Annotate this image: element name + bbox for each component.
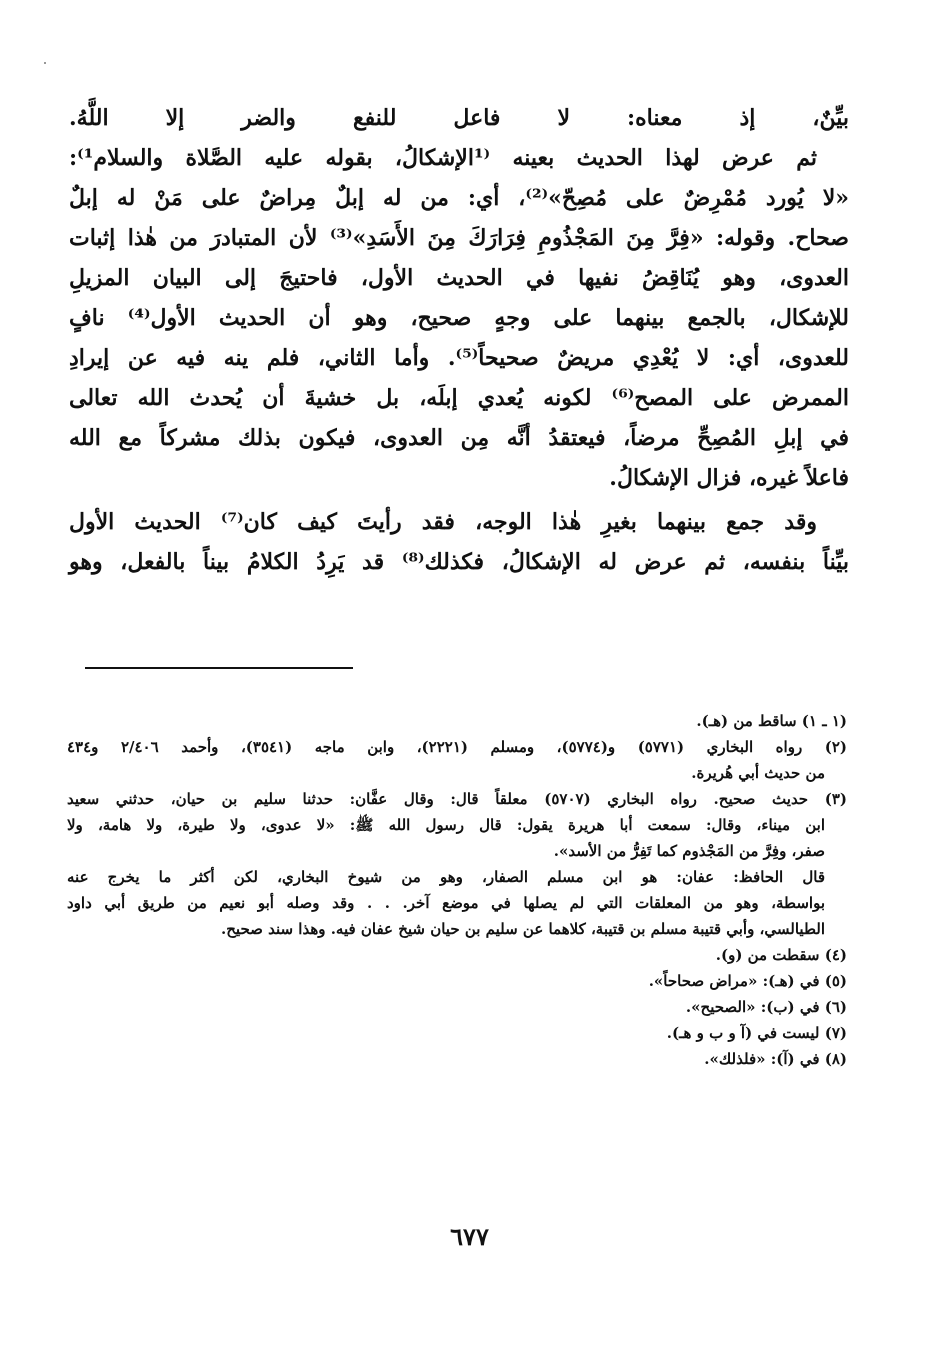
footnote-line: بواسطة، وهو من المعلقات التي لم يصلها في موضع آخر. . . وقد وصله أبو نعيم من طريق أبي داود	[67, 894, 825, 912]
text-line: للعدوى، أي: لا يُعْدِي مريضٌ صحيحاً⁽⁵⁾. وأما الثاني، فلم ينه فيه عن إيرادِ	[69, 345, 849, 371]
text-line: للإشكال، بالجمع بينهما على وجهٍ صحيح، وهو أن الحديث الأول⁽⁴⁾ نافٍ	[69, 305, 850, 331]
footnote-line: (٦) في (ب): «الصحيح».	[685, 998, 847, 1016]
footnotes	[67, 708, 847, 1072]
text-line: «لا يُورد مُمْرِضٌ على مُصِحّ»⁽²⁾، أي: من له إبلٌ مِراضٌ على مَنْ له إبلٌ	[69, 185, 849, 211]
footnote-line: قال الحافظ: عفان: هو ابن مسلم الصفار، وهو من شيوخ البخاري، لكن أكثر ما يخرج عنه	[67, 868, 825, 886]
footnote-line: (٥) في (هـ): «مراض صحاحاً».	[648, 972, 847, 990]
footnote-line: (٢) رواه البخاري (٥٧٧١) و(٥٧٧٤)، ومسلم (٢٢٢١)، وابن ماجه (٣٥٤١)، وأحمد ٢/٤٠٦ و٤٣٤	[67, 738, 847, 756]
text-line: الممرض على المصح⁽⁶⁾ لكونه يُعدي إبلَه، بل خشيةَ أن يُحدث الله تعالى	[69, 385, 849, 411]
footnote-line: (٨) في (آ): «فلذلك».	[704, 1050, 847, 1068]
text-line: وقد جمع بينهما بغيرِ هٰذا الوجه، فقد رأيتَ كيف كان⁽⁷⁾ الحديث الأول	[69, 509, 817, 535]
footnote-line: الطيالسي، وأبي قتيبة مسلم بن قتيبة، كلاهما عن سليم بن حيان شيخ عفان فيه. وهذا سند صحيح.	[221, 920, 825, 938]
footnote-line: من حديث أبي هُريرة.	[691, 764, 825, 782]
scan-speck	[44, 62, 46, 64]
main-text	[69, 98, 849, 582]
text-line: بيِّنٌ، إذ معناه: لا فاعل للنفع والضر إلا اللَّهُ.	[69, 105, 849, 131]
text-line: صحاح. وقوله: «فِرَّ مِنَ المَجْذُومِ فِرَارَكَ مِنَ الأَسَدِ»⁽³⁾ لأن المتبادرَ من هٰذا إثبات	[69, 225, 849, 251]
footnote-line: صفر، وفِرَّ من المَجْذوم كما تَفِرُّ من الأسد».	[553, 842, 825, 860]
text-line: في إبلِ المُصِحِّ مرضاً، فيعتقدُ أنَّه مِن العدوى، فيكون بذلك مشركاً مع الله	[69, 425, 849, 451]
text-line: بيِّناً بنفسه، ثم عرض له الإشكالُ، فكذلك⁽⁸⁾ قد يَرِدُ الكلامُ بيناً بالفعل، وهو	[69, 549, 850, 575]
footnote-line: (٣) حديث صحيح. رواه البخاري (٥٧٠٧) معلقاً قال: وقال عفَّان: حدثنا سليم بن حيان، حدثني سعيد	[67, 790, 847, 808]
text-line: العدوى، وهو يُنَاقِضُ نفيها في الحديث الأول، فاحتيجَ إلى البيان المزيلِ	[69, 265, 849, 291]
footnote-line: ابن ميناء، وقال: سمعت أبا هريرة يقول: قال رسول الله ﷺ: «لا عدوى، ولا طيرة، ولا هامة، ولا	[67, 816, 825, 834]
footnote-line: (٤) سقطت من (و).	[715, 946, 847, 964]
footnote-separator	[85, 667, 353, 669]
text-line: فاعلاً غيره، فزال الإشكالُ.	[609, 465, 849, 491]
footnote-line: (٧) ليست في (آ و ب و هـ).	[666, 1024, 847, 1042]
text-line: ثم عرض لهذا الحديث بعينه ⁽¹الإشكالُ، بقوله عليه الصَّلاة والسلام¹⁾:	[69, 145, 817, 171]
footnote-line: (١ ـ ١) ساقط من (هـ).	[696, 712, 847, 730]
page-number: ٦٧٧	[450, 1222, 489, 1251]
